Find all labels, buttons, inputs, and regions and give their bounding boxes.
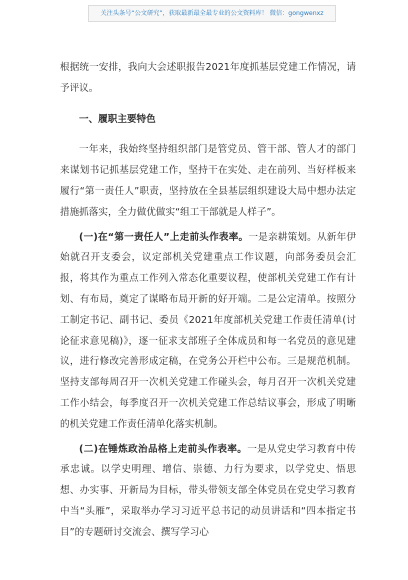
section-paragraph-1: 一年来，我始终坚持组织部门是管党员、管干部、管人才的部门来谋划书记抓基层党建工作，坚持干在实处、走在前列、当好样板来履行“第一责任人”职责，坚持放在全县基层组织建设大局中想办法定措施抓落实，全力做优做实“组工干部就是人样子”。 [60,144,356,218]
top-banner[interactable] [88,5,336,22]
subsection-2-paragraph [60,440,356,544]
section-heading: 一、履职主要特色 [79,113,156,125]
subsection-2-body: 一是从党史学习教育中传承忠诚。以学史明理、增信、崇德、力行为要求，以学党史、悟思想、办实事、开新局为目标，带头带领支部全体党员在党史学习教育中当“头雁”，采取举办学习习近平总书记的动员讲话和“四本指定书目”的专题研讨交流会、撰写学习心 [60,443,356,538]
subsection-1-lead: (一)在“第一责任人”上走前头作表率。 [79,231,249,243]
intro-paragraph: 根据统一安排，我向大会述职报告2021年度抓基层党建工作情况，请予评议。 [60,62,356,94]
banner-text: 关注头条号“公文研究”，获取最新最全最专业的公文资料库！ 微信：gongwenxz [100,10,324,17]
document-page [60,58,356,544]
subsection-2-lead: (二)在锤炼政治品格上走前头作表率。 [79,443,248,455]
subsection-1-paragraph [60,228,356,436]
subsection-1-body: 一是亲耕策划。从新年伊始就召开支委会，议定部机关党建重点工作议题，向部务委员会汇报，将其作为重点工作列入常态化重要议程，使部机关党建工作有计划、有布局，奠定了谋略布局开新的好开端。二是公定清单。按照分工制定书记、副书记、委员《2021年度部机关党建工作责任清单(讨论征求意见稿)》，逐一征求支部班子全体成员和每一名党员的意见建议，进行修改完善形成定稿，在党务公开栏中公布。三是规范机制。坚持支部每周召开一次机关党建工作碰头会，每月召开一次机关党建工作小结会，每季度召开一次机关党建工作总结议事会，形成了明晰的机关党建工作责任清单化落实机制。 [60,231,357,430]
